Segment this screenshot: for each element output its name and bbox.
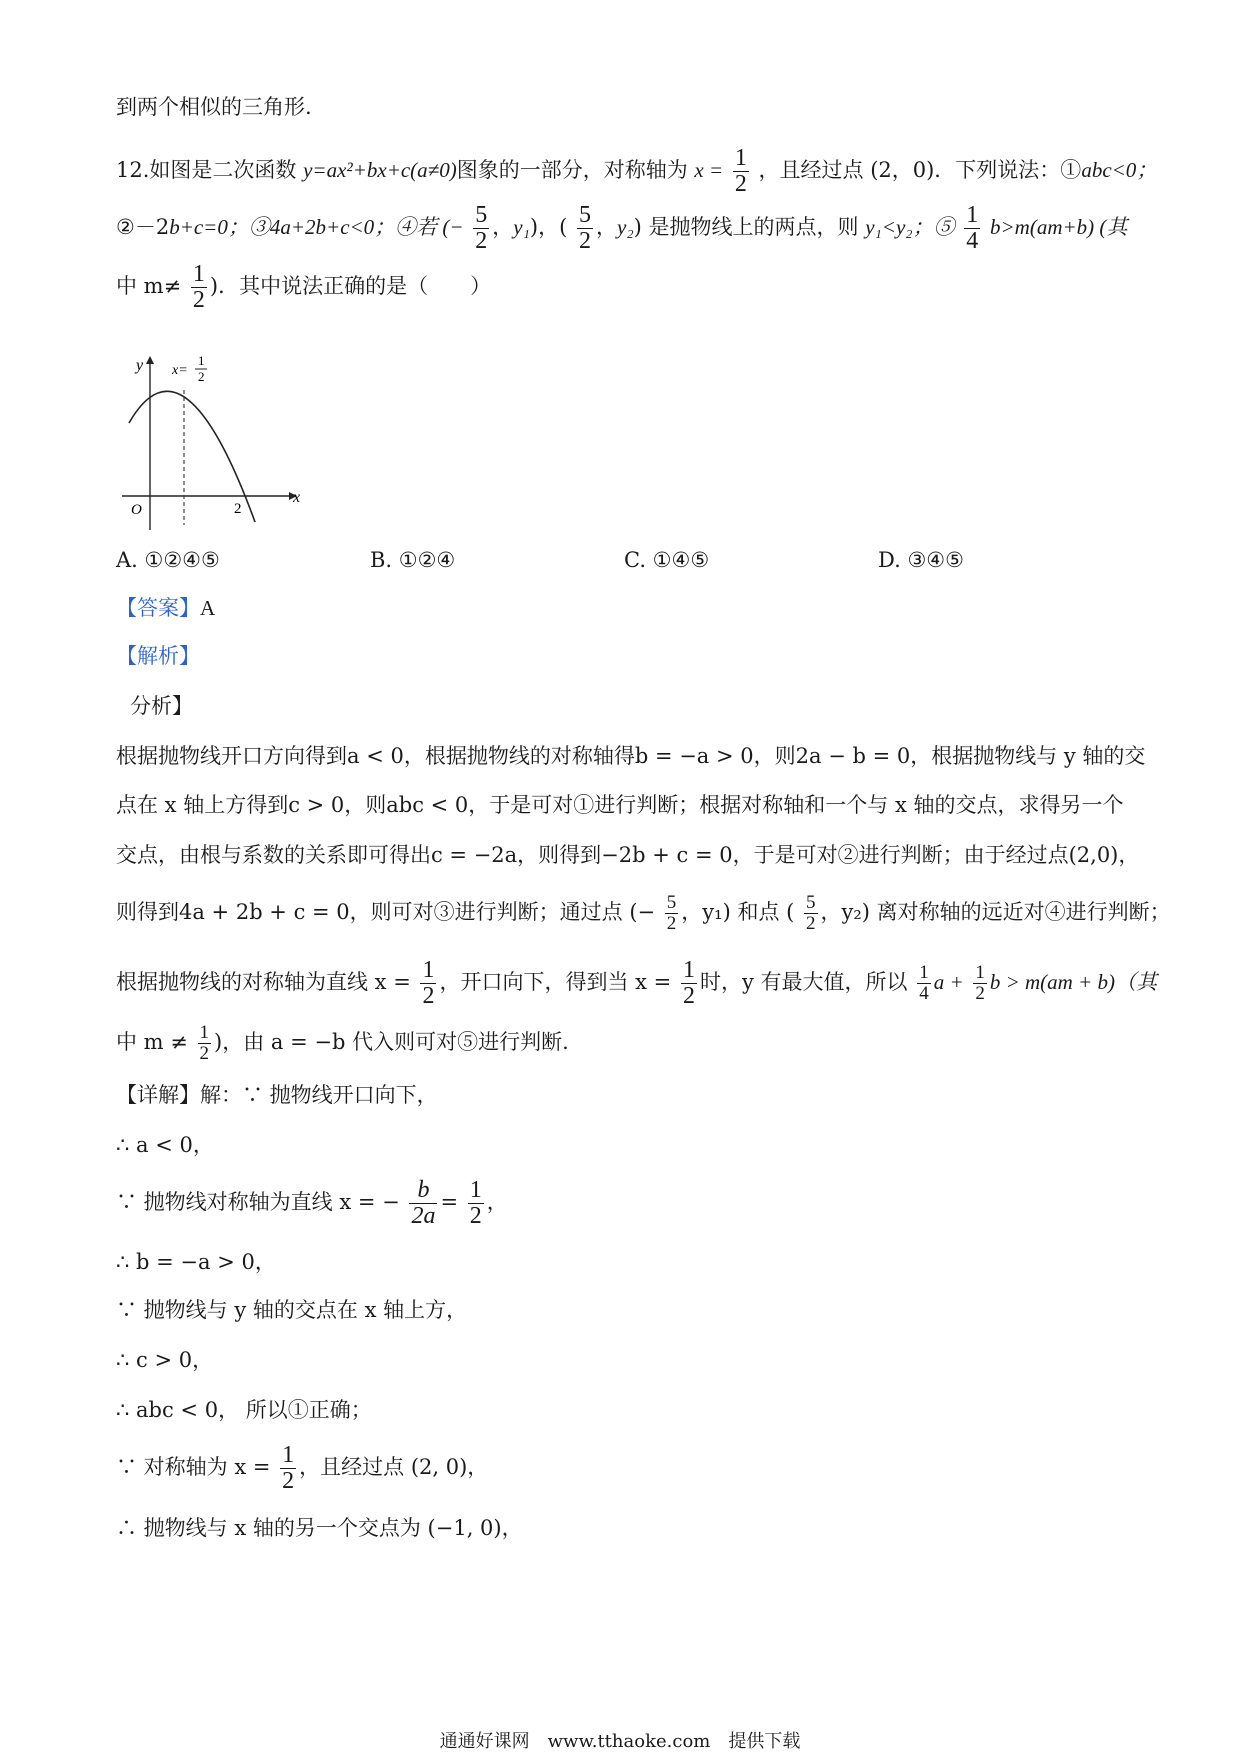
a4b: ，y₁) 和点 ( [681, 899, 795, 924]
detail-line-5: ∵ 抛物线与 y 轴的交点在 x 轴上方， [116, 1298, 468, 1322]
option-b[interactable]: B. ①②④ [370, 548, 456, 572]
analysis-line-4 [116, 892, 1171, 934]
frac-a6: $\frac{1}{2}$ [199, 1022, 210, 1064]
statement-4b: )，( [529, 215, 568, 240]
frac-a5-3: $\frac{1}{4}$ [919, 962, 929, 1005]
y-label: y [136, 357, 144, 374]
intro-line: 到两个相似的三角形. [116, 95, 312, 119]
frac-five-half: $\frac{5}{2}$ [475, 202, 488, 255]
origin-label: O [131, 502, 142, 518]
question-number: 12. [116, 158, 150, 183]
question-line-3 [116, 262, 1140, 313]
function-expression: y=ax²+bx+c(a≠0) [303, 158, 457, 183]
statement-4d: ) 是抛物线上的两点，则 [633, 215, 859, 240]
question-line-1 [116, 145, 1158, 198]
frac-d3-2: $\frac{1}{2}$ [469, 1177, 482, 1230]
d3c: ， [486, 1190, 508, 1215]
root-label: 2 [234, 501, 242, 517]
d8b: ，且经过点 (2, 0)， [299, 1455, 489, 1480]
analysis-heading: 分析】 [130, 694, 193, 718]
detail-line-6: ∴ c > 0， [116, 1348, 214, 1372]
a4c: ，y₂) 离对称轴的远近对④进行判断； [820, 899, 1171, 924]
analysis-line-2: 点在 x 轴上方得到c > 0，则abc < 0，于是可对①进行判断；根据对称轴和一个与 x 轴的交点，求得另一个 [116, 793, 1124, 817]
q-line3-a: 中 m≠ [116, 274, 182, 299]
q-line3-b: )．其中说法正确的是（ ） [209, 274, 492, 299]
footer[interactable]: 通通好课网 www.tthaoke.com 提供下载 [439, 1731, 801, 1752]
a5c: 时，y 有最大值，所以 [699, 970, 908, 995]
analysis-line-6 [116, 1023, 1140, 1064]
detail-line-3 [116, 1178, 1140, 1229]
statement-2b: b+c=0；③4a+2b+c<0；④若 (− [169, 215, 464, 240]
option-a[interactable]: A. ①②④⑤ [116, 548, 220, 572]
comma: ， [492, 215, 514, 240]
d3b: = [440, 1190, 459, 1215]
a5a: 根据抛物线的对称轴为直线 x = [116, 970, 411, 995]
frac-a5-1: $\frac{1}{2}$ [422, 957, 435, 1010]
d8a: ∵ 对称轴为 x = [116, 1455, 271, 1480]
detail-line-7: ∴ abc < 0， 所以①正确； [116, 1398, 372, 1422]
axis-frac-num: 1 [198, 353, 205, 368]
a5e: b > m(am + b)（其 [989, 970, 1157, 995]
a5d: a + [933, 970, 964, 995]
analysis-line-5 [116, 957, 1157, 1010]
frac-half-3: $\frac{1}{2}$ [192, 261, 205, 314]
answer-line [116, 598, 1140, 619]
detail-line-9: ∴ 抛物线与 x 轴的另一个交点为 (−1, 0)， [116, 1516, 523, 1540]
axis-label: x= [172, 363, 188, 378]
detail-line-2: ∴ a < 0， [116, 1133, 214, 1157]
question-line-2 [116, 203, 1140, 254]
comma-2: ， [596, 215, 617, 240]
q-text-1: 如图是二次函数 [149, 158, 297, 183]
analysis-tag: 【解析】 [116, 644, 200, 668]
frac-half: $\frac{1}{2}$ [734, 145, 747, 198]
frac-d8: $\frac{1}{2}$ [282, 1442, 295, 1495]
frac-d3-1: $\frac{b}{2a}$ [411, 1177, 436, 1230]
y1: y₁ [513, 215, 530, 240]
detail-line-1: 【详解】解：∵ 抛物线开口向下， [116, 1083, 438, 1107]
y2: y₂ [617, 215, 634, 240]
q-text-3: ，且经过点 (2，0)．下列说法：① [758, 158, 1082, 183]
y-axis-arrow [146, 356, 154, 364]
a6b: )，由 a = −b 代入则可对⑤进行判断. [214, 1029, 569, 1054]
frac-a4-2: $\frac{5}{2}$ [806, 892, 816, 934]
analysis-line-3: 交点，由根与系数的关系即可得出c = −2a，则得到−2b + c = 0，于是可对②进行判断；由于经过点(2,0)， [116, 843, 1140, 867]
frac-quarter: $\frac{1}{4}$ [966, 202, 979, 255]
d3a: ∵ 抛物线对称轴为直线 x = − [116, 1190, 400, 1215]
q-text-2: 图象的一部分，对称轴为 [456, 158, 688, 183]
statement-5: b>m(am+b) (其 [989, 215, 1128, 240]
frac-a5-2: $\frac{1}{2}$ [682, 957, 695, 1010]
x-label: x [293, 489, 301, 506]
detail-line-4: ∴ b = −a > 0， [116, 1250, 276, 1274]
detail-line-8 [116, 1443, 1140, 1494]
a5b: ，开口向下，得到当 x = [439, 970, 672, 995]
answer-value: A [200, 596, 216, 620]
option-c[interactable]: C. ①④⑤ [624, 548, 710, 572]
axis-frac-den: 2 [198, 369, 205, 384]
analysis-line-1: 根据抛物线开口方向得到a < 0，根据抛物线的对称轴得b = −a > 0，则2a − b = 0，根据抛物线与 y 轴的交 [116, 744, 1146, 768]
option-d[interactable]: D. ③④⑤ [878, 548, 964, 572]
frac-a4-1: $\frac{5}{2}$ [666, 892, 677, 934]
a4a: 则得到4a + 2b + c = 0，则可对③进行判断；通过点 (− [116, 899, 656, 924]
parabola-graph [116, 350, 306, 535]
statement-2a: ②－2 [116, 215, 170, 240]
frac-five-half-2: $\frac{5}{2}$ [579, 202, 591, 255]
statement-1: abc<0； [1081, 158, 1158, 183]
answer-tag: 【答案】 [116, 596, 200, 620]
frac-a5-4: $\frac{1}{2}$ [975, 962, 985, 1005]
a6a: 中 m ≠ [116, 1029, 188, 1054]
y1-less-y2: y₁<y₂；⑤ [865, 215, 955, 240]
axis-var: x = [694, 158, 724, 183]
